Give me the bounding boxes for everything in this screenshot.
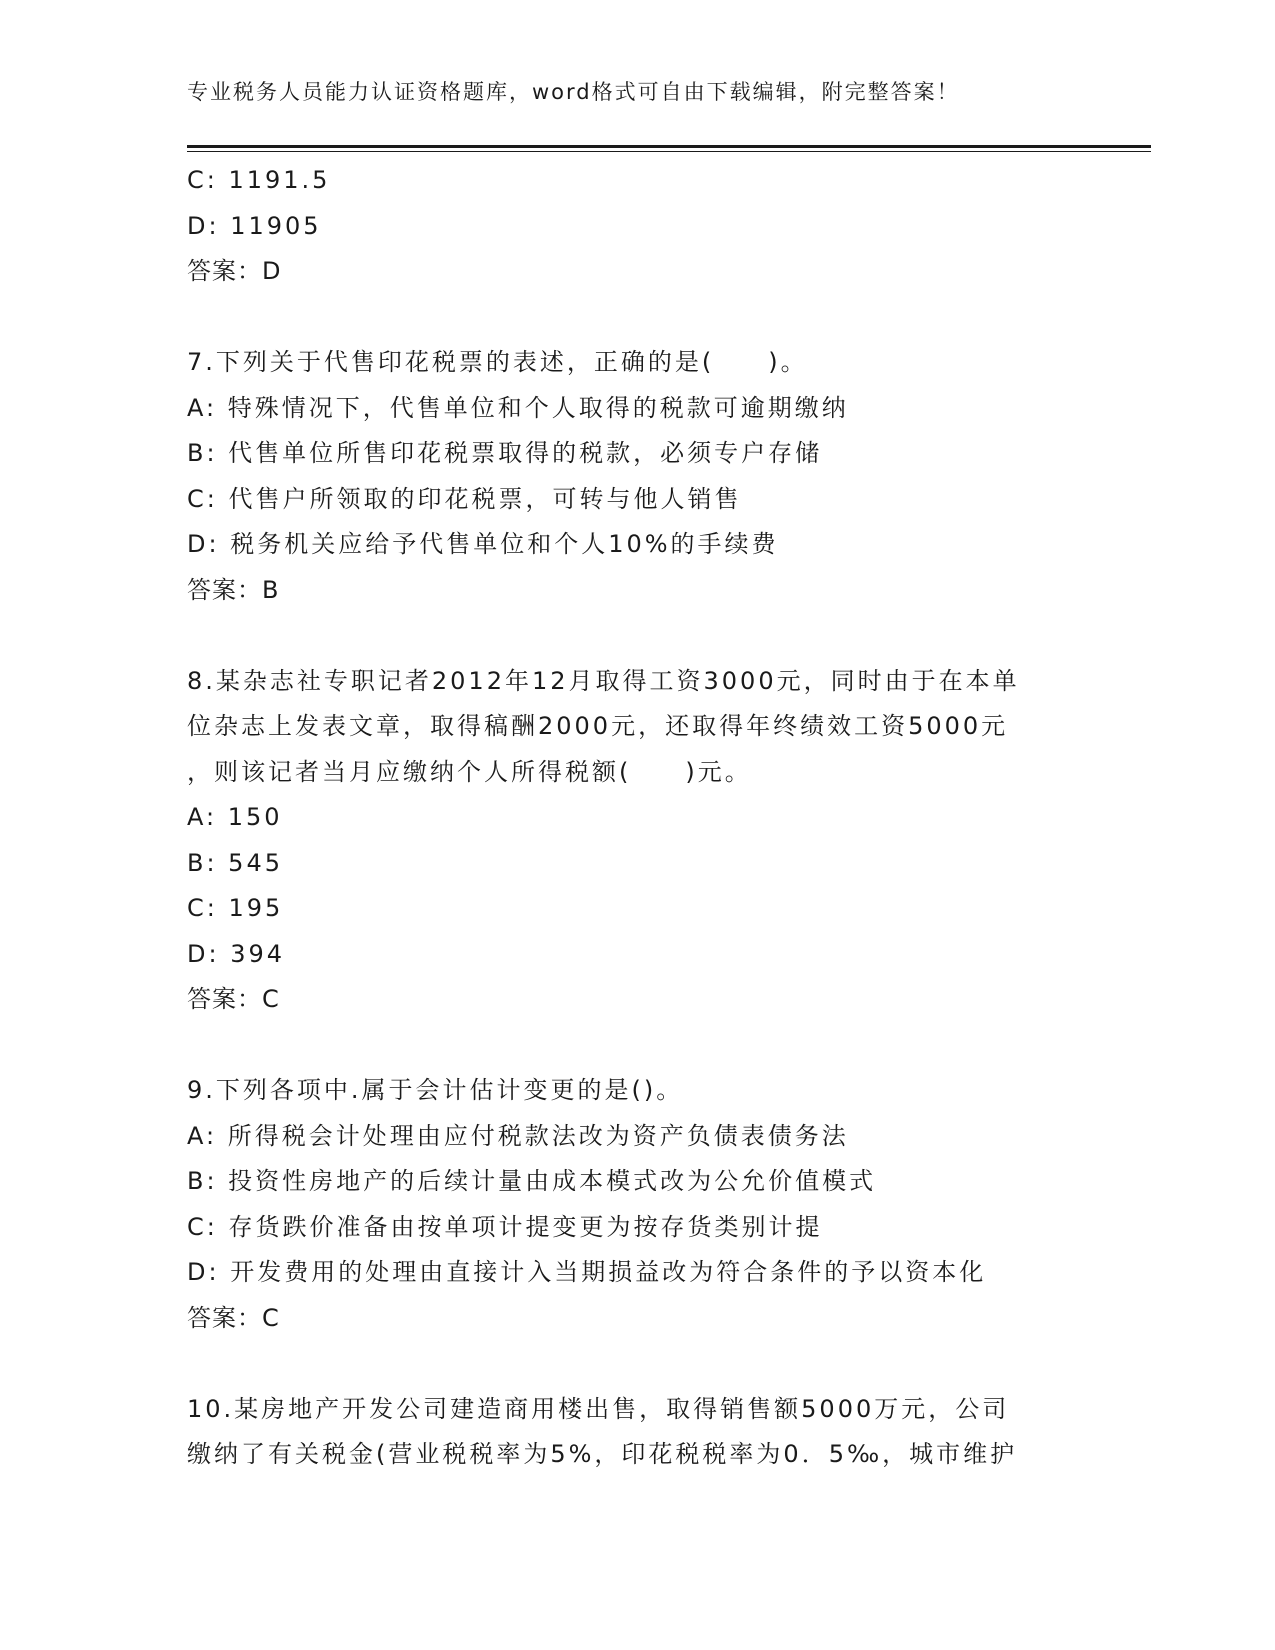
option-b: B: 代售单位所售印花税票取得的税款，必须专户存储: [187, 439, 823, 467]
option-b: B: 投资性房地产的后续计量由成本模式改为公允价值模式: [187, 1167, 877, 1195]
option-a: A: 特殊情况下，代售单位和个人取得的税款可逾期缴纳: [187, 393, 849, 422]
header-rule-thick: [187, 145, 1151, 148]
header-rule-thin: [187, 151, 1151, 152]
answer-line: 答案：B: [187, 575, 280, 604]
question-stem: ，则该记者当月应缴纳个人所得税额( )元。: [187, 757, 752, 786]
option-d: D: 11905: [187, 211, 322, 240]
option-c: C: 195: [187, 894, 284, 922]
option-c: C: 代售户所领取的印花税票，可转与他人销售: [187, 484, 742, 513]
question-stem: 7.下列关于代售印花税票的表述，正确的是( )。: [187, 348, 808, 376]
option-c: C: 1191.5: [187, 166, 331, 194]
question-stem: 9.下列各项中.属于会计估计变更的是()。: [187, 1076, 684, 1104]
page-header: 专业税务人员能力认证资格题库，word格式可自由下载编辑，附完整答案！: [187, 80, 960, 104]
question-stem: 缴纳了有关税金(营业税税率为5%，印花税税率为0．5‰，城市维护: [187, 1440, 1018, 1468]
question-list: [187, 158, 1087, 1478]
option-d: D: 开发费用的处理由直接计入当期损益改为符合条件的予以资本化: [187, 1258, 987, 1286]
option-b: B: 545: [187, 848, 283, 877]
answer-line: 答案：C: [187, 1303, 280, 1332]
question-stem: 位杂志上发表文章，取得稿酬2000元，还取得年终绩效工资5000元: [187, 712, 1009, 740]
option-a: A: 150: [187, 803, 283, 831]
option-d: D: 税务机关应给予代售单位和个人10%的手续费: [187, 530, 779, 558]
answer-line: 答案：C: [187, 985, 280, 1013]
question-stem: 8.某杂志社专职记者2012年12月取得工资3000元，同时由于在本单: [187, 666, 1020, 695]
option-d: D: 394: [187, 939, 286, 968]
option-c: C: 存货跌价准备由按单项计提变更为按存货类别计提: [187, 1212, 823, 1241]
answer-line: 答案：D: [187, 257, 282, 285]
option-a: A: 所得税会计处理由应付税款法改为资产负债表债务法: [187, 1121, 849, 1150]
question-stem: 10.某房地产开发公司建造商用楼出售，取得销售额5000万元，公司: [187, 1394, 1010, 1423]
